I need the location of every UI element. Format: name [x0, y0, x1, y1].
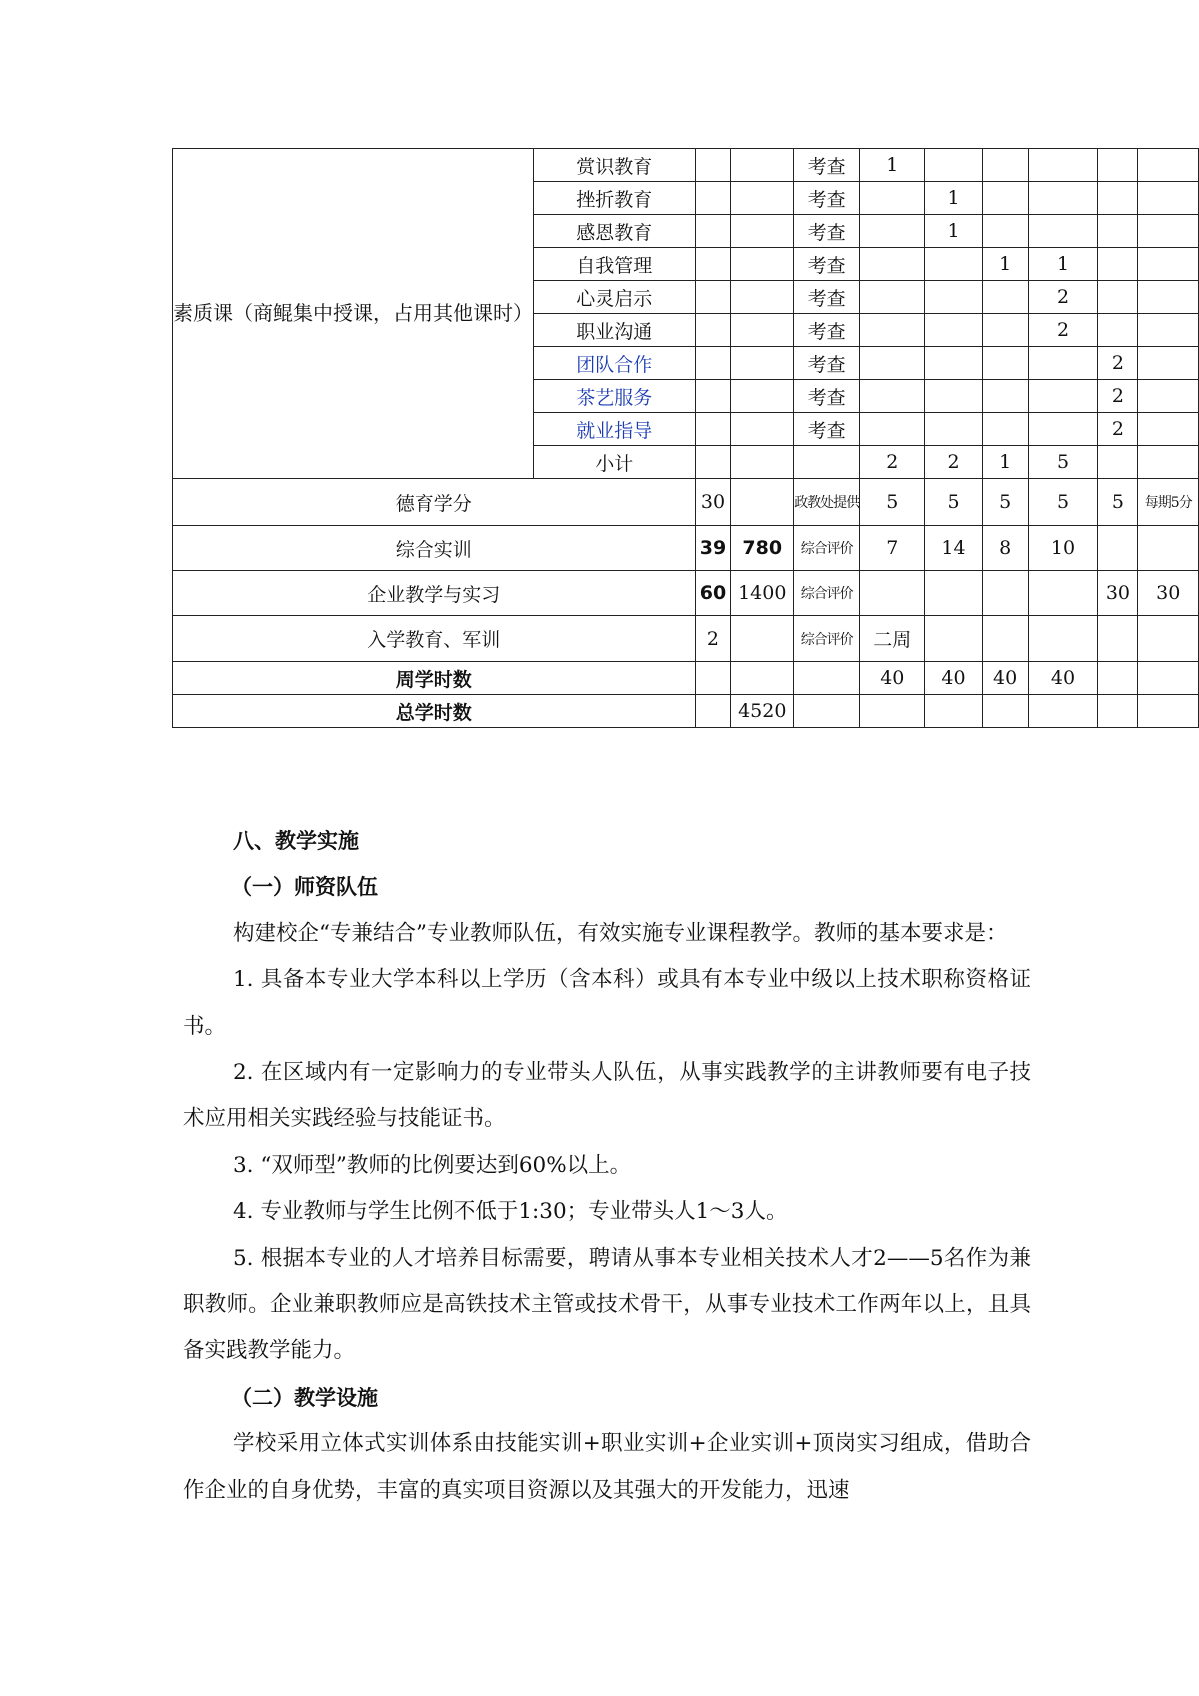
term-hours-cell [1138, 446, 1199, 479]
empty-cell [731, 149, 794, 182]
assessment-cell: 考查 [794, 182, 860, 215]
term-hours-cell [1028, 215, 1098, 248]
term-hours-cell: 40 [1028, 662, 1098, 695]
hours-cell: 4520 [731, 695, 794, 728]
term-hours-cell [1028, 616, 1098, 662]
term-hours-cell: 40 [982, 662, 1028, 695]
term-hours-cell: 5 [1098, 479, 1138, 526]
course-name-cell: 感恩教育 [534, 215, 696, 248]
term-hours-cell [925, 248, 982, 281]
curriculum-table [172, 148, 1199, 728]
term-hours-cell [1098, 616, 1138, 662]
term-hours-cell: 8 [982, 526, 1028, 571]
hours-cell [731, 479, 794, 526]
term-hours-cell [925, 616, 982, 662]
term-hours-cell [860, 248, 925, 281]
term-hours-cell [1138, 413, 1199, 446]
course-name-cell: 赏识教育 [534, 149, 696, 182]
assessment-cell [794, 695, 860, 728]
term-hours-cell [925, 149, 982, 182]
empty-cell [695, 380, 731, 413]
term-hours-cell: 5 [860, 479, 925, 526]
empty-cell [695, 215, 731, 248]
empty-cell [731, 347, 794, 380]
term-hours-cell [925, 347, 982, 380]
term-hours-cell [982, 347, 1028, 380]
term-hours-cell [860, 215, 925, 248]
term-hours-cell: 每期5分 [1138, 479, 1199, 526]
term-hours-cell: 2 [860, 446, 925, 479]
term-hours-cell [860, 380, 925, 413]
term-hours-cell [1138, 695, 1199, 728]
term-hours-cell [1028, 571, 1098, 616]
empty-cell [731, 182, 794, 215]
term-hours-cell [1138, 347, 1199, 380]
term-hours-cell [982, 314, 1028, 347]
assessment-cell [794, 446, 860, 479]
term-hours-cell [1098, 182, 1138, 215]
term-hours-cell [1098, 314, 1138, 347]
empty-cell [731, 281, 794, 314]
term-hours-cell [982, 380, 1028, 413]
hours-cell: 780 [731, 526, 794, 571]
term-hours-cell [925, 695, 982, 728]
course-name-cell: 茶艺服务 [534, 380, 696, 413]
paragraph-item-2: 2. 在区域内有一定影响力的专业带头人队伍，从事实践教学的主讲教师要有电子技术应用相关实践经验与技能证书。 [183, 1060, 1031, 1132]
empty-cell [731, 215, 794, 248]
table-row [173, 149, 1199, 182]
credits-cell: 30 [695, 479, 731, 526]
assessment-cell: 考查 [794, 380, 860, 413]
term-hours-cell [925, 571, 982, 616]
term-hours-cell: 5 [925, 479, 982, 526]
credits-cell: 2 [695, 616, 731, 662]
term-hours-cell: 40 [860, 662, 925, 695]
assessment-cell: 考查 [794, 281, 860, 314]
empty-cell [731, 446, 794, 479]
table-row [173, 695, 1199, 728]
assessment-cell: 考查 [794, 149, 860, 182]
term-hours-cell [1028, 695, 1098, 728]
term-hours-cell [1098, 526, 1138, 571]
paragraph-facilities: 学校采用立体式实训体系由技能实训+职业实训+企业实训+顶岗实习组成，借助合作企业的自身优势，丰富的真实项目资源以及其强大的开发能力，迅速 [183, 1431, 1031, 1503]
term-hours-cell [1098, 281, 1138, 314]
term-hours-cell: 2 [1098, 413, 1138, 446]
empty-cell [731, 380, 794, 413]
term-hours-cell [1098, 248, 1138, 281]
term-hours-cell: 7 [860, 526, 925, 571]
term-hours-cell [1138, 526, 1199, 571]
term-hours-cell [1138, 182, 1199, 215]
term-hours-cell: 1 [860, 149, 925, 182]
assessment-cell: 考查 [794, 413, 860, 446]
term-hours-cell [982, 182, 1028, 215]
term-hours-cell [925, 314, 982, 347]
term-hours-cell [925, 413, 982, 446]
term-hours-cell: 1 [1028, 248, 1098, 281]
term-hours-cell [982, 616, 1028, 662]
term-hours-cell [1138, 248, 1199, 281]
item-name-cell: 企业教学与实习 [173, 571, 696, 616]
term-hours-cell: 2 [1028, 281, 1098, 314]
term-hours-cell [982, 149, 1028, 182]
term-hours-cell [860, 695, 925, 728]
table-row [173, 662, 1199, 695]
empty-cell [731, 413, 794, 446]
item-name-cell: 周学时数 [173, 662, 696, 695]
term-hours-cell: 2 [1098, 347, 1138, 380]
term-hours-cell [1028, 380, 1098, 413]
term-hours-cell [860, 413, 925, 446]
term-hours-cell: 1 [982, 446, 1028, 479]
empty-cell [695, 281, 731, 314]
term-hours-cell: 30 [1138, 571, 1199, 616]
term-hours-cell: 5 [982, 479, 1028, 526]
term-hours-cell: 2 [1028, 314, 1098, 347]
credits-cell [695, 695, 731, 728]
term-hours-cell [1138, 662, 1199, 695]
term-hours-cell [860, 347, 925, 380]
credits-cell [695, 662, 731, 695]
term-hours-cell: 10 [1028, 526, 1098, 571]
term-hours-cell: 2 [1098, 380, 1138, 413]
term-hours-cell [1028, 149, 1098, 182]
term-hours-cell [925, 281, 982, 314]
paragraph-item-1: 1. 具备本专业大学本科以上学历（含本科）或具有本专业中级以上技术职称资格证书。 [183, 967, 1031, 1039]
assessment-cell: 考查 [794, 248, 860, 281]
paragraph-item-4: 4. 专业教师与学生比例不低于1:30；专业带头人1～3人。 [233, 1199, 788, 1225]
term-hours-cell [1138, 281, 1199, 314]
term-hours-cell: 1 [982, 248, 1028, 281]
hours-cell: 1400 [731, 571, 794, 616]
term-hours-cell [982, 571, 1028, 616]
term-hours-cell: 2 [925, 446, 982, 479]
table-body [173, 149, 1199, 728]
item-name-cell: 德育学分 [173, 479, 696, 526]
empty-cell [731, 314, 794, 347]
term-hours-cell: 5 [1028, 479, 1098, 526]
term-hours-cell: 二周 [860, 616, 925, 662]
hours-cell [731, 662, 794, 695]
term-hours-cell [860, 314, 925, 347]
course-name-cell: 小计 [534, 446, 696, 479]
empty-cell [695, 182, 731, 215]
term-hours-cell [1138, 380, 1199, 413]
empty-cell [695, 446, 731, 479]
term-hours-cell: 14 [925, 526, 982, 571]
term-hours-cell [860, 571, 925, 616]
term-hours-cell [860, 182, 925, 215]
term-hours-cell [1028, 413, 1098, 446]
credits-cell: 39 [695, 526, 731, 571]
paragraph-item-3: 3. “双师型”教师的比例要达到60%以上。 [233, 1152, 632, 1178]
course-name-cell: 心灵启示 [534, 281, 696, 314]
assessment-cell [794, 662, 860, 695]
term-hours-cell [982, 413, 1028, 446]
term-hours-cell [1138, 215, 1199, 248]
term-hours-cell [1098, 662, 1138, 695]
assessment-cell: 考查 [794, 215, 860, 248]
term-hours-cell: 5 [1028, 446, 1098, 479]
subsection-heading-faculty: （一）师资队伍 [231, 875, 378, 900]
course-name-cell: 就业指导 [534, 413, 696, 446]
empty-cell [695, 149, 731, 182]
term-hours-cell [982, 215, 1028, 248]
empty-cell [695, 314, 731, 347]
table-row [173, 616, 1199, 662]
assessment-cell: 考查 [794, 314, 860, 347]
subsection-heading-facilities: （二）教学设施 [231, 1385, 378, 1410]
term-hours-cell: 1 [925, 182, 982, 215]
section-heading: 八、教学实施 [233, 829, 359, 853]
item-name-cell: 总学时数 [173, 695, 696, 728]
term-hours-cell [860, 281, 925, 314]
course-name-cell: 团队合作 [534, 347, 696, 380]
term-hours-cell [1098, 695, 1138, 728]
assessment-cell: 综合评价 [794, 526, 860, 571]
credits-cell: 60 [695, 571, 731, 616]
course-name-cell: 职业沟通 [534, 314, 696, 347]
term-hours-cell [982, 695, 1028, 728]
course-name-cell: 挫折教育 [534, 182, 696, 215]
hours-cell [731, 616, 794, 662]
term-hours-cell: 30 [1098, 571, 1138, 616]
term-hours-cell [1028, 347, 1098, 380]
paragraph-item-5: 5. 根据本专业的人才培养目标需要，聘请从事本专业相关技术人才2——5名作为兼职教师。企业兼职教师应是高铁技术主管或技术骨干，从事专业技术工作两年以上，且具备实践教学能力。 [183, 1245, 1031, 1364]
assessment-cell: 考查 [794, 347, 860, 380]
table-row [173, 571, 1199, 616]
term-hours-cell [925, 380, 982, 413]
term-hours-cell [1138, 314, 1199, 347]
term-hours-cell [982, 281, 1028, 314]
group-label-cell: 素质课（商鲲集中授课，占用其他课时） [173, 149, 534, 479]
item-name-cell: 入学教育、军训 [173, 616, 696, 662]
term-hours-cell: 1 [925, 215, 982, 248]
paragraph-intro: 构建校企“专兼结合”专业教师队伍，有效实施专业课程教学。教师的基本要求是： [233, 920, 1008, 946]
assessment-cell: 政教处提供 [794, 479, 860, 526]
table-row [173, 479, 1199, 526]
term-hours-cell [1098, 149, 1138, 182]
table-row [173, 526, 1199, 571]
empty-cell [731, 248, 794, 281]
empty-cell [695, 347, 731, 380]
assessment-cell: 综合评价 [794, 616, 860, 662]
term-hours-cell [1028, 182, 1098, 215]
assessment-cell: 综合评价 [794, 571, 860, 616]
term-hours-cell: 40 [925, 662, 982, 695]
term-hours-cell [1138, 149, 1199, 182]
term-hours-cell [1098, 215, 1138, 248]
term-hours-cell [1138, 616, 1199, 662]
empty-cell [695, 248, 731, 281]
course-name-cell: 自我管理 [534, 248, 696, 281]
section-body [183, 818, 1031, 1514]
item-name-cell: 综合实训 [173, 526, 696, 571]
term-hours-cell [1098, 446, 1138, 479]
empty-cell [695, 413, 731, 446]
